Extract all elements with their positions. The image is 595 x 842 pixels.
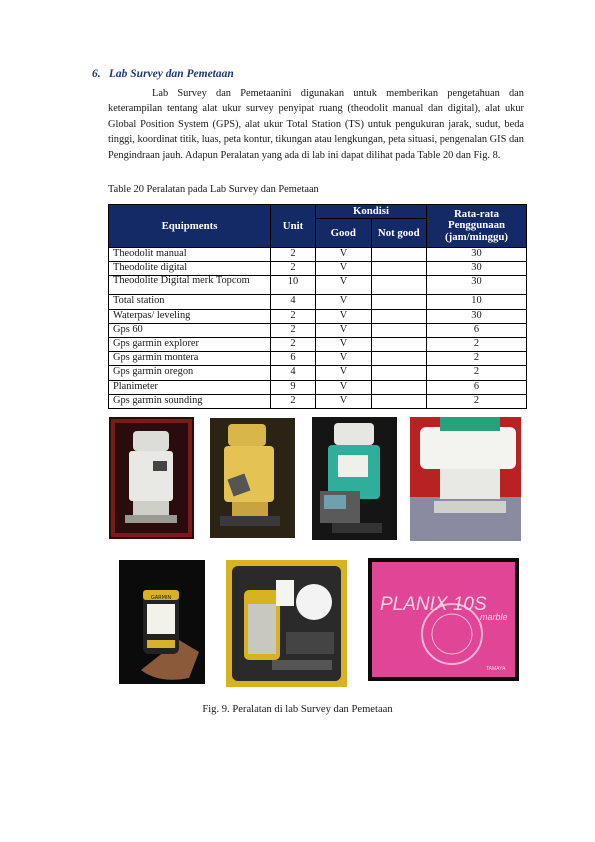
cell-not-good <box>372 380 427 394</box>
photo-theodolite-digital <box>210 418 295 538</box>
photo-planimeter-box <box>368 558 519 681</box>
cell-not-good <box>372 352 427 366</box>
table-row <box>109 295 527 309</box>
cell-unit: 6 <box>271 352 316 366</box>
section-heading <box>92 68 234 80</box>
cell-usage: 30 <box>427 309 527 323</box>
header-kondisi <box>316 205 427 248</box>
cell-unit: 2 <box>271 248 316 262</box>
cell-usage: 2 <box>427 394 527 408</box>
cell-good: V <box>316 309 372 323</box>
cell-equipment: Theodolite digital <box>109 262 271 276</box>
figure-caption: Fig. 9. Peralatan di lab Survey dan Pemetaan <box>202 704 393 715</box>
cell-usage: 10 <box>427 295 527 309</box>
cell-not-good <box>372 366 427 380</box>
cell-good: V <box>316 323 372 337</box>
header-kondisi-label: Kondisi <box>316 205 426 219</box>
table-row <box>109 248 527 262</box>
header-not-good: Not good <box>377 227 420 239</box>
cell-usage: 30 <box>427 248 527 262</box>
cell-equipment: Gps garmin explorer <box>109 337 271 351</box>
cell-unit: 2 <box>271 337 316 351</box>
cell-unit: 2 <box>271 309 316 323</box>
cell-equipment: Total station <box>109 295 271 309</box>
table-row <box>109 352 527 366</box>
table-row <box>109 276 527 295</box>
cell-good: V <box>316 366 372 380</box>
planix-brand-text: PLANIX 10S <box>380 594 487 615</box>
cell-not-good <box>372 262 427 276</box>
cell-good: V <box>316 352 372 366</box>
cell-unit: 2 <box>271 394 316 408</box>
table-row <box>109 323 527 337</box>
photo-total-station <box>312 417 397 540</box>
cell-usage: 6 <box>427 323 527 337</box>
cell-not-good <box>372 394 427 408</box>
table-row <box>109 337 527 351</box>
cell-good: V <box>316 394 372 408</box>
table-row <box>109 394 527 408</box>
cell-not-good <box>372 248 427 262</box>
cell-usage: 30 <box>427 276 527 295</box>
cell-usage: 6 <box>427 380 527 394</box>
section-number: 6. <box>92 68 101 80</box>
cell-good: V <box>316 380 372 394</box>
cell-not-good <box>372 337 427 351</box>
cell-equipment: Gps garmin sounding <box>109 394 271 408</box>
cell-equipment: Planimeter <box>109 380 271 394</box>
cell-good: V <box>316 295 372 309</box>
cell-equipment: Gps garmin oregon <box>109 366 271 380</box>
table-caption: Table 20 Peralatan pada Lab Survey dan Pemetaan <box>108 184 319 195</box>
cell-equipment: Gps garmin montera <box>109 352 271 366</box>
gps-brand-text: GARMIN <box>150 595 172 601</box>
table-row <box>109 380 527 394</box>
cell-unit: 9 <box>271 380 316 394</box>
cell-equipment: Theodolite Digital merk Topcom <box>109 276 271 295</box>
planix-maker-text: TAMAYA <box>486 666 506 672</box>
planix-sub-text: marble <box>480 612 508 622</box>
cell-good: V <box>316 248 372 262</box>
section-title: Lab Survey dan Pemetaan <box>108 68 234 80</box>
table-row <box>109 366 527 380</box>
cell-usage: 2 <box>427 366 527 380</box>
section-paragraph: Lab Survey dan Pemetaanini digunakan untuk memberikan pengetahuan dan keterampilan tentang alat ukur survey penyipat ruang (theodolit manual dan digital), alat ukur Global Position System (GPS), alat ukur Total Station (TS) untuk pengukuran jarak, sudut, beda tinggi, koordinat titik, luas, peta kontur, tikungan atau lengkungan, peta situasi, pengenalan GIS dan Pengindraan jauh. Adapun Peralatan yang ada di lab ini dapat dilihat pada Table 20 dan Fig. 8. <box>108 88 524 161</box>
header-equipments: Equipments <box>109 205 271 248</box>
cell-not-good <box>372 309 427 323</box>
header-good: Good <box>316 219 372 247</box>
cell-equipment: Gps 60 <box>109 323 271 337</box>
cell-usage: 2 <box>427 337 527 351</box>
cell-unit: 10 <box>271 276 316 295</box>
cell-not-good <box>372 323 427 337</box>
cell-not-good <box>372 276 427 295</box>
cell-usage: 2 <box>427 352 527 366</box>
photo-gps-handheld <box>119 560 205 684</box>
cell-unit: 2 <box>271 262 316 276</box>
photo-theodolite-manual <box>109 417 194 539</box>
photo-gps-case <box>226 560 347 687</box>
cell-not-good <box>372 295 427 309</box>
cell-equipment: Waterpas/ leveling <box>109 309 271 323</box>
table-row <box>109 262 527 276</box>
photo-waterpas-leveling <box>410 417 521 541</box>
cell-good: V <box>316 262 372 276</box>
cell-good: V <box>316 276 372 295</box>
cell-equipment: Theodolit manual <box>109 248 271 262</box>
header-unit: Unit <box>271 205 316 248</box>
table-row <box>109 309 527 323</box>
header-usage: Rata-rata Penggunaan (jam/minggu) <box>427 205 527 248</box>
cell-good: V <box>316 337 372 351</box>
cell-unit: 2 <box>271 323 316 337</box>
cell-unit: 4 <box>271 295 316 309</box>
equipment-table <box>108 204 527 409</box>
cell-usage: 30 <box>427 262 527 276</box>
cell-unit: 4 <box>271 366 316 380</box>
